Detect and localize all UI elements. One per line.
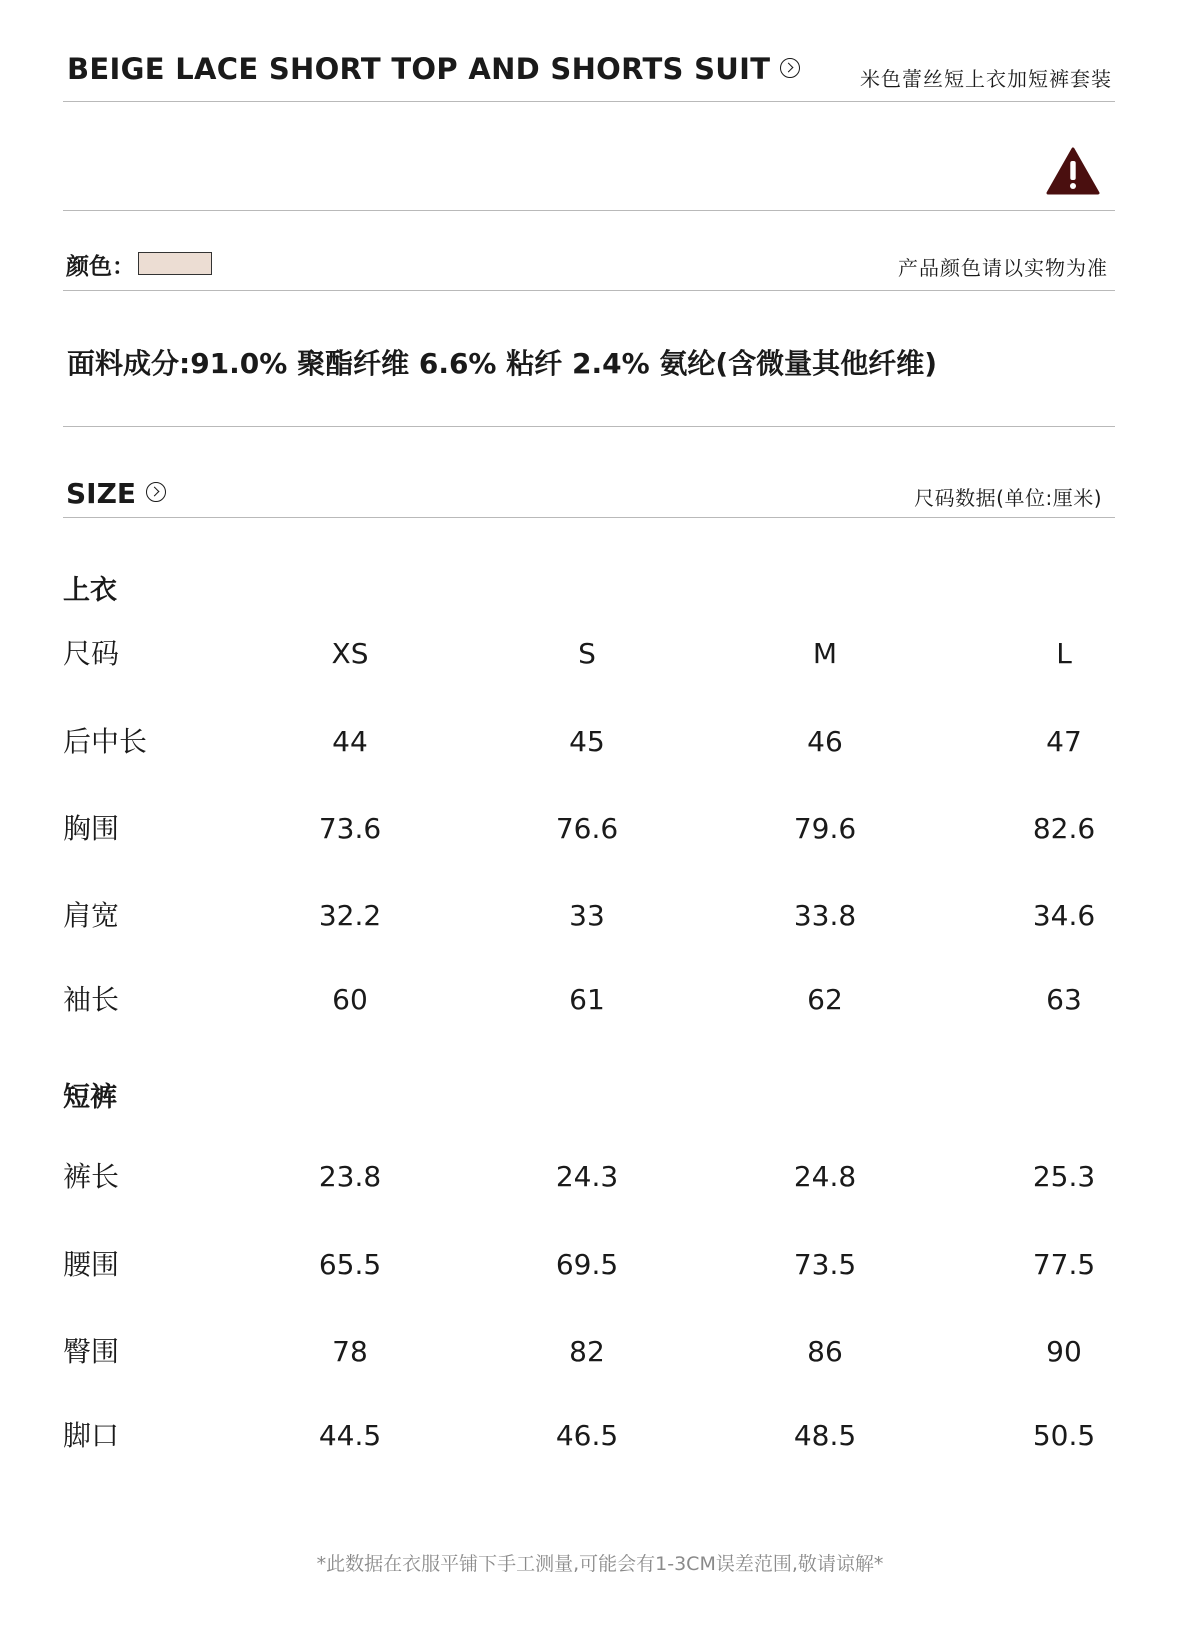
cell-value: 50.5 xyxy=(1032,1419,1096,1452)
row-label: 臀围 xyxy=(63,1335,120,1368)
product-title-cn: 米色蕾丝短上衣加短裤套装 xyxy=(860,67,1112,91)
cell-value: 79.6 xyxy=(793,812,857,845)
divider xyxy=(63,101,1115,102)
cell-value: 73.5 xyxy=(793,1248,857,1281)
divider xyxy=(63,517,1115,518)
fabric-composition: 面料成分:91.0% 聚酯纤维 6.6% 粘纤 2.4% 氨纶(含微量其他纤维) xyxy=(67,347,937,380)
cell-value: 90 xyxy=(1046,1335,1082,1368)
color-note: 产品颜色请以实物为准 xyxy=(898,256,1108,280)
table-row xyxy=(0,809,1200,849)
cell-value: 33.8 xyxy=(793,899,857,932)
table-row xyxy=(0,1332,1200,1372)
row-label: 肩宽 xyxy=(63,899,120,932)
cell-value: 76.6 xyxy=(555,812,619,845)
cell-value: 48.5 xyxy=(793,1419,857,1452)
size-m: M xyxy=(812,637,838,670)
cell-value: 44 xyxy=(332,725,368,758)
table-row xyxy=(0,722,1200,762)
cell-value: 46.5 xyxy=(555,1419,619,1452)
cell-value: 44.5 xyxy=(318,1419,382,1452)
cell-value: 77.5 xyxy=(1032,1248,1096,1281)
cell-value: 34.6 xyxy=(1032,899,1096,932)
row-label: 袖长 xyxy=(63,983,120,1016)
shorts-section-title: 短裤 xyxy=(63,1082,117,1113)
size-header-label: 尺码 xyxy=(63,637,120,670)
table-row xyxy=(0,1416,1200,1456)
top-section-title: 上衣 xyxy=(63,575,117,606)
cell-value: 63 xyxy=(1046,983,1082,1016)
cell-value: 61 xyxy=(569,983,605,1016)
size-l: L xyxy=(1056,637,1072,670)
row-label: 胸围 xyxy=(63,812,120,845)
cell-value: 23.8 xyxy=(318,1160,382,1193)
product-title-en xyxy=(67,52,800,86)
circle-chevron-right-icon[interactable] xyxy=(780,58,800,78)
warning-triangle-icon xyxy=(1045,146,1101,196)
table-row xyxy=(0,896,1200,936)
size-s: S xyxy=(578,637,596,670)
cell-value: 46 xyxy=(807,725,843,758)
cell-value: 60 xyxy=(332,983,368,1016)
row-label: 腰围 xyxy=(63,1248,120,1281)
cell-value: 69.5 xyxy=(555,1248,619,1281)
size-title xyxy=(66,477,166,510)
cell-value: 24.3 xyxy=(555,1160,619,1193)
cell-value: 82 xyxy=(569,1335,605,1368)
cell-value: 45 xyxy=(569,725,605,758)
row-label: 裤长 xyxy=(63,1160,120,1193)
divider xyxy=(63,426,1115,427)
row-label: 脚口 xyxy=(63,1419,120,1452)
size-title-text: SIZE xyxy=(66,477,137,510)
cell-value: 86 xyxy=(807,1335,843,1368)
cell-value: 78 xyxy=(332,1335,368,1368)
table-row xyxy=(0,1245,1200,1285)
cell-value: 82.6 xyxy=(1032,812,1096,845)
table-row xyxy=(0,1157,1200,1197)
size-xs: XS xyxy=(331,637,369,670)
size-unit: 尺码数据(单位:厘米) xyxy=(914,486,1102,510)
divider xyxy=(63,210,1115,211)
cell-value: 24.8 xyxy=(793,1160,857,1193)
product-title-text: BEIGE LACE SHORT TOP AND SHORTS SUIT xyxy=(67,52,771,86)
cell-value: 65.5 xyxy=(318,1248,382,1281)
measurement-footnote: *此数据在衣服平铺下手工测量,可能会有1-3CM误差范围,敬请谅解* xyxy=(316,1553,884,1575)
table-row xyxy=(0,980,1200,1020)
cell-value: 33 xyxy=(569,899,605,932)
divider xyxy=(63,290,1115,291)
color-label: 颜色： xyxy=(66,254,135,280)
cell-value: 73.6 xyxy=(318,812,382,845)
cell-value: 62 xyxy=(807,983,843,1016)
row-label: 后中长 xyxy=(63,725,148,758)
size-header-row xyxy=(0,634,1200,674)
cell-value: 25.3 xyxy=(1032,1160,1096,1193)
color-swatch xyxy=(138,252,212,275)
circle-chevron-right-icon[interactable] xyxy=(146,482,166,502)
cell-value: 47 xyxy=(1046,725,1082,758)
cell-value: 32.2 xyxy=(318,899,382,932)
